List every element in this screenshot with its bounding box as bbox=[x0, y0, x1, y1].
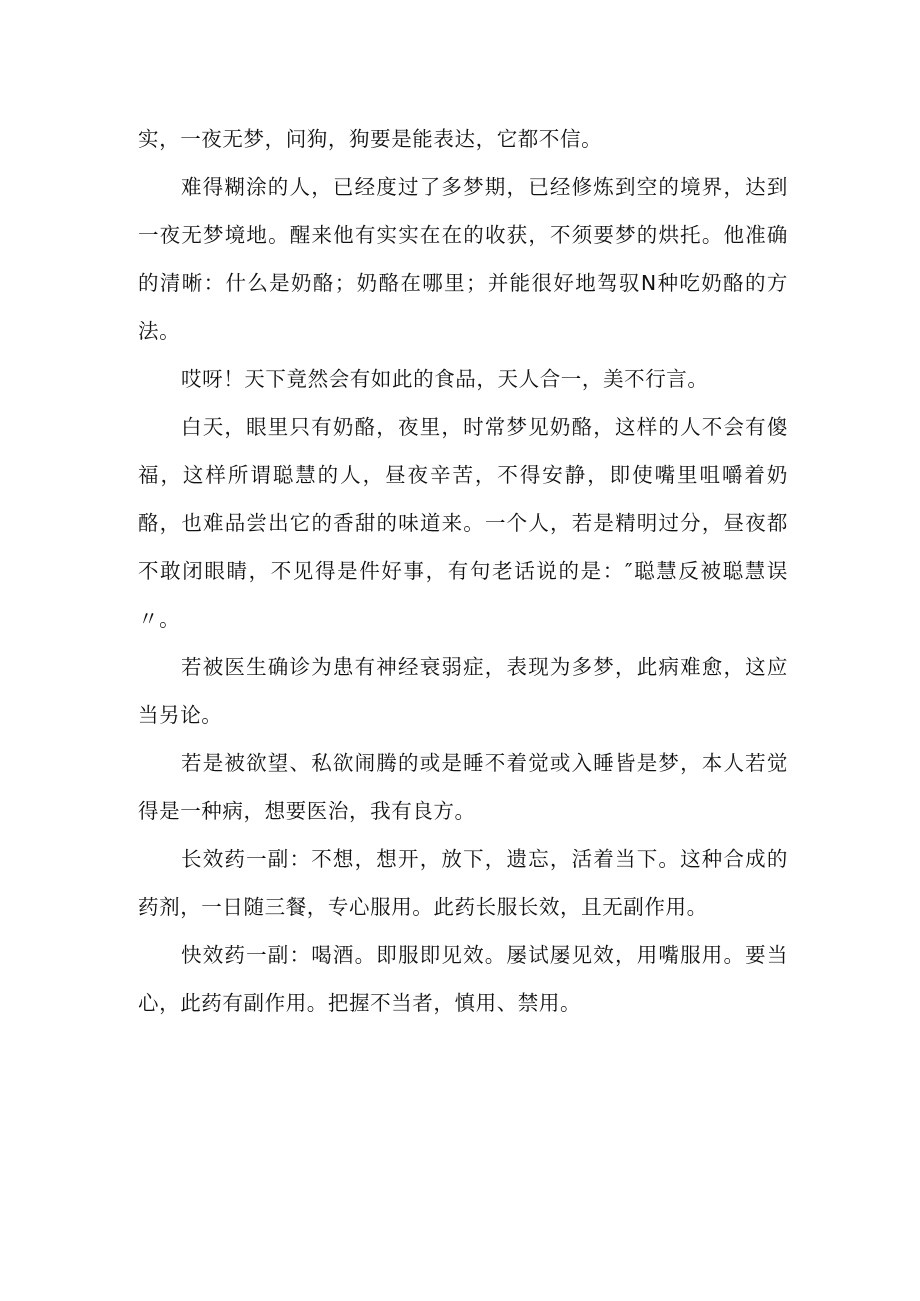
paragraph-5: 若被医生确诊为患有神经衰弱症，表现为多梦，此病难愈，这应当另论。 bbox=[138, 655, 788, 727]
paragraph-4: 白天，眼里只有奶酪，夜里，时常梦见奶酪，这样的人不会有傻福，这样所谓聪慧的人，昼夜辛苦，不得安静，即使嘴里咀嚼着奶酪，也难品尝出它的香甜的味道来。一个人，若是精明过分，昼夜都不敢闭眼睛，不见得是件好事，有句老话说的是：″聪慧反被聪慧误〃。 bbox=[138, 415, 788, 631]
paragraph-7: 长效药一副：不想，想开，放下，遗忘，活着当下。这种合成的药剂，一日随三餐，专心服用。此药长服长效，且无副作用。 bbox=[138, 847, 788, 919]
paragraph-6: 若是被欲望、私欲闹腾的或是睡不着觉或入睡皆是梦，本人若觉得是一种病，想要医治，我有良方。 bbox=[138, 751, 788, 823]
paragraph-3: 哎呀！天下竟然会有如此的食品，天人合一，美不行言。 bbox=[181, 367, 709, 391]
paragraph-8: 快效药一副：喝酒。即服即见效。屡试屡见效，用嘴服用。要当心，此药有副作用。把握不当者，慎用、禁用。 bbox=[138, 943, 788, 1015]
paragraph-1: 实，一夜无梦，问狗，狗要是能表达，它都不信。 bbox=[138, 127, 603, 151]
document-body bbox=[138, 115, 788, 1027]
paragraph-2: 难得糊涂的人，已经度过了多梦期，已经修炼到空的境界，达到一夜无梦境地。醒来他有实实在在的收获，不须要梦的烘托。他准确的清晰：什么是奶酪；奶酪在哪里；并能很好地驾驭N种吃奶酪的方法。 bbox=[138, 175, 788, 343]
